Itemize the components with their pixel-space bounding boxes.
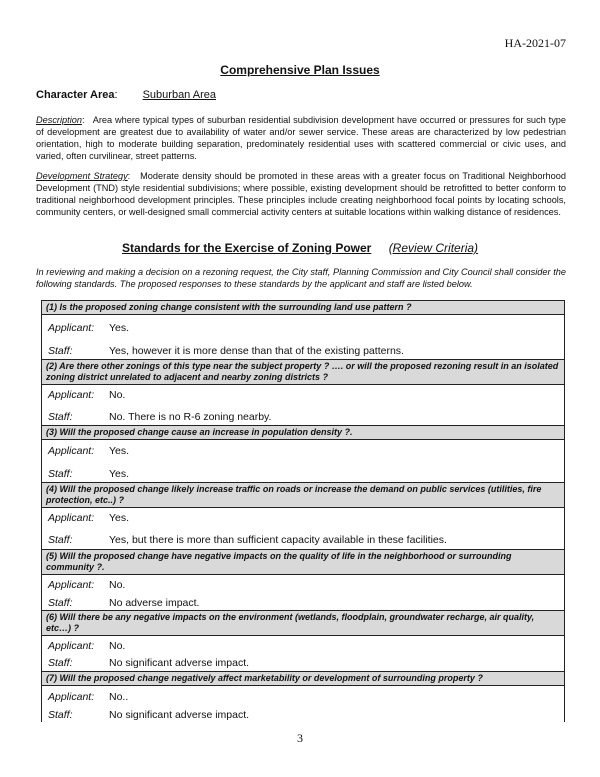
applicant-answer: No. (109, 640, 126, 652)
staff-answer: No significant adverse impact. (109, 657, 250, 669)
applicant-answer: No. (109, 579, 126, 591)
applicant-row (42, 640, 564, 652)
staff-label: Staff: (48, 534, 73, 546)
staff-row (42, 709, 564, 721)
standards-subtitle: (Review Criteria) (388, 241, 479, 255)
applicant-answer: Yes. (109, 512, 130, 524)
standards-heading (0, 241, 600, 255)
document-id: HA-2021-07 (504, 36, 566, 50)
applicant-row (42, 512, 564, 524)
criterion-question: (4) Will the proposed change likely increase traffic on roads or increase the demand on public services (utilities, fire protection, etc..) ? (42, 482, 564, 508)
applicant-label: Applicant: (48, 691, 95, 703)
staff-label: Staff: (48, 345, 73, 357)
staff-row (42, 657, 564, 669)
applicant-row (42, 691, 564, 703)
criterion-question: (1) Is the proposed zoning change consistent with the surrounding land use pattern ? (42, 300, 564, 315)
staff-row (42, 345, 564, 357)
applicant-row (42, 579, 564, 591)
standards-intro: In reviewing and making a decision on a rezoning request, the City staff, Planning Commission and City Council shall consider the following standards. The proposed responses to these standards by the applicant and staff are listed below. (36, 267, 566, 289)
applicant-label: Applicant: (48, 512, 95, 524)
applicant-label: Applicant: (48, 579, 95, 591)
criterion-answers (42, 508, 564, 549)
criterion-answers (42, 315, 564, 359)
criterion-question: (5) Will the proposed change have negative impacts on the quality of life in the neighborhood or surrounding community ?. (42, 549, 564, 575)
staff-label: Staff: (48, 657, 73, 669)
criterion-answers (42, 385, 564, 425)
criterion-question: (7) Will the proposed change negatively affect marketability or development of surrounding property ? (42, 671, 564, 686)
character-area-label: Character Area (36, 89, 115, 101)
criterion-answers (42, 686, 564, 722)
description-text: Area where typical types of suburban residential subdivision development have occurred or pressures for such type of development are greatest due to availability of water and/or sewer service. These areas are characterized by low pedestrian orientation, high to moderate building separation, predominately residential uses with scattered commercial or civic uses, and varied, often curvilinear, street patterns. (36, 115, 567, 161)
description-label: Description (36, 115, 82, 125)
applicant-answer: Yes. (109, 322, 130, 334)
applicant-label: Applicant: (48, 445, 95, 457)
staff-label: Staff: (48, 468, 73, 480)
staff-answer: No adverse impact. (109, 597, 200, 609)
page-number: 3 (297, 731, 303, 745)
applicant-answer: Yes. (109, 445, 130, 457)
criterion-question: (6) Will there be any negative impacts on the environment (wetlands, floodplain, groundwater recharge, air quality, etc…) ? (42, 610, 564, 636)
criterion-answers (42, 636, 564, 671)
criterion-answers (42, 575, 564, 610)
applicant-label: Applicant: (48, 322, 95, 334)
staff-answer: Yes, but there is more than sufficient capacity available in these facilities. (109, 534, 447, 546)
description-paragraph: Description: Area where typical types of suburban residential subdivision development have occurred or pressures for such type of development are greatest due to availability of water and/or sewer service. These areas are characterized by low pedestrian orientation, high to moderate building separation, predominately residential uses with scattered commercial or civic uses, and varied, often curvilinear, street patterns. (36, 115, 567, 161)
staff-label: Staff: (48, 597, 73, 609)
character-area: Character Area: Suburban Area (36, 89, 216, 101)
development-strategy-paragraph: Development Strategy: Moderate density should be promoted in these areas with a greater focus on Traditional Neighborhood Development (TND) style residential subdivisions; where possible, existing development should be retrofitted to better conform to traditional neighborhood development principles. These principles include creating neighborhood focal points by locating schools, community centers, or well-designed small commercial activity centers at suitable locations within walking distance of residences. (36, 171, 566, 217)
staff-row (42, 411, 564, 423)
applicant-row (42, 445, 564, 457)
staff-row (42, 468, 564, 480)
applicant-label: Applicant: (48, 640, 95, 652)
development-strategy-text: Moderate density should be promoted in these areas with a greater focus on Traditional Neighborhood Development (TND) style residential subdivisions; where possible, existing development should be retrofitted to better conform to traditional neighborhood development principles. These principles include creating neighborhood focal points by locating schools, community centers, or well-designed small commercial activity centers at suitable locations within walking distance of residences. (36, 171, 566, 217)
development-strategy-label: Development Strategy (36, 171, 128, 181)
standards-title: Standards for the Exercise of Zoning Power (121, 241, 372, 255)
staff-answer: No significant adverse impact. (109, 709, 250, 721)
applicant-answer: No. (109, 389, 126, 401)
criterion-question: (2) Are there other zonings of this type near the subject property ? …. or will the proposed rezoning result in an isolated zoning district unrelated to adjacent and nearby zoning districts ? (42, 359, 564, 385)
applicant-answer: No.. (109, 691, 129, 703)
staff-answer: No. There is no R-6 zoning nearby. (109, 411, 272, 423)
applicant-label: Applicant: (48, 389, 95, 401)
applicant-row (42, 322, 564, 334)
applicant-row (42, 389, 564, 401)
page-title: Comprehensive Plan Issues (220, 63, 380, 77)
criteria-table (41, 300, 565, 722)
criterion-answers (42, 440, 564, 482)
staff-answer: Yes, however it is more dense than that of the existing patterns. (109, 345, 404, 357)
character-area-value: Suburban Area (142, 89, 216, 101)
staff-answer: Yes. (109, 468, 130, 480)
criterion-question: (3) Will the proposed change cause an increase in population density ?. (42, 425, 564, 440)
staff-row (42, 534, 564, 546)
staff-label: Staff: (48, 411, 73, 423)
staff-label: Staff: (48, 709, 73, 721)
staff-row (42, 597, 564, 609)
